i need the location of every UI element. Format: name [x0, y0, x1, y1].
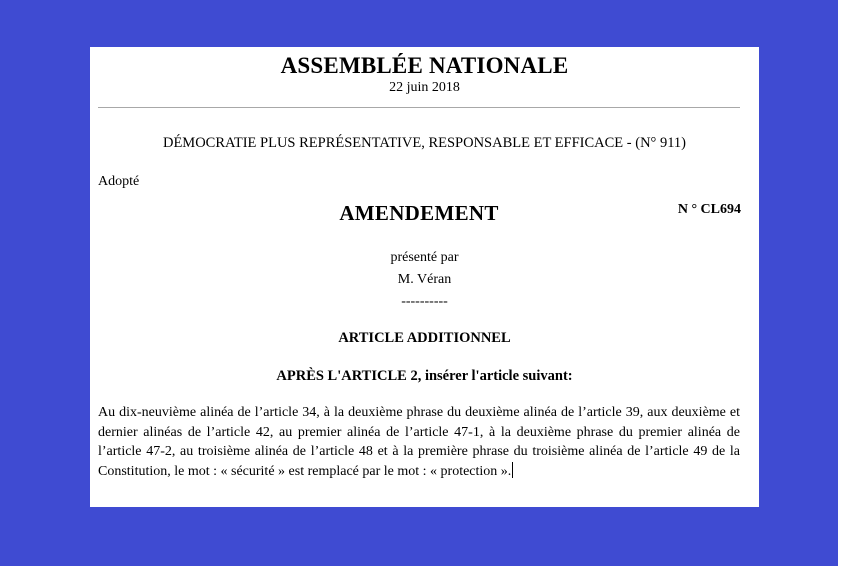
document-date: 22 juin 2018: [389, 80, 460, 95]
presented-by-label: présenté par: [390, 250, 459, 265]
amendment-body[interactable]: [98, 403, 740, 481]
assembly-title: ASSEMBLÉE NATIONALE: [280, 53, 569, 78]
frame-edge-right: [838, 0, 842, 569]
amendment-heading: AMENDEMENT: [339, 201, 499, 225]
text-cursor: [512, 462, 513, 478]
amendment-number: N ° CL694: [677, 202, 741, 217]
article-heading: ARTICLE ADDITIONNEL: [338, 330, 511, 346]
separator-dashes: ----------: [401, 294, 448, 309]
insert-instruction: APRÈS L'ARTICLE 2, insérer l'article suivant:: [276, 368, 573, 384]
bill-title: DÉMOCRATIE PLUS REPRÉSENTATIVE, RESPONSABLE ET EFFICACE - (N° 911): [162, 135, 687, 151]
header-divider: [98, 107, 740, 108]
amendment-document: [90, 47, 759, 507]
status-label: Adopté: [98, 174, 140, 189]
author-name: M. Véran: [397, 272, 452, 287]
amendment-body-text: Au dix-neuvième alinéa de l’article 34, à la deuxième phrase du deuxième alinéa de l’article 39, aux deuxième et dernier alinéas de l’article 42, au premier alinéa de l’article 47-1, à la deuxième phrase du premier alinéa de l’article 47-2, au troisième alinéa de l’article 48 et à la première phrase du troisième alinéa de l’article 49 de la Constitution, le mot : « sécurité » est remplacé par le mot : « protection ».: [98, 405, 740, 479]
